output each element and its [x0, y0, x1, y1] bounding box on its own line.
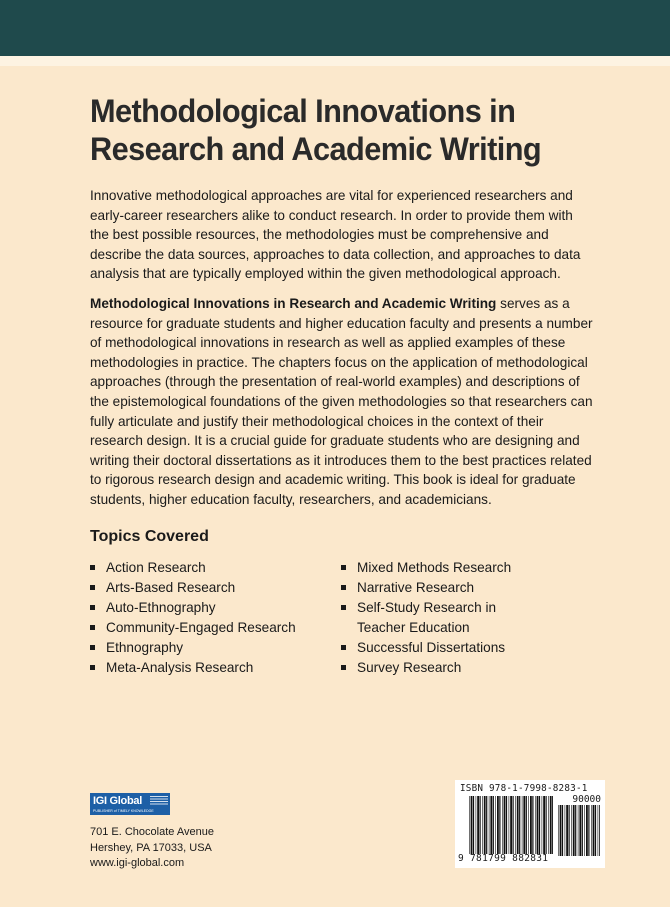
logo-tagline: PUBLISHER of TIMELY KNOWLEDGE — [93, 809, 154, 813]
top-edge-strip — [0, 56, 670, 66]
barcode-bar — [526, 796, 527, 854]
barcode — [455, 780, 605, 868]
bullet-icon — [341, 585, 346, 590]
barcode-bar — [489, 796, 490, 854]
publisher-address — [90, 825, 214, 872]
barcode-bar — [578, 805, 579, 856]
barcode-bar — [532, 796, 533, 854]
bullet-icon — [90, 645, 95, 650]
book-title-inline: Methodological Innovations in Research and Academic Writing — [90, 296, 497, 311]
bullet-icon — [90, 665, 95, 670]
barcode-bar — [550, 796, 552, 854]
barcode-bars-addon — [558, 805, 600, 856]
barcode-bar — [473, 796, 474, 854]
barcode-bar — [471, 796, 473, 854]
bullet-icon — [341, 645, 346, 650]
barcode-bar — [530, 796, 532, 854]
barcode-bar — [486, 796, 487, 854]
logo-stripes-icon — [150, 796, 168, 806]
barcode-bar — [513, 796, 514, 854]
barcode-bar — [566, 805, 568, 856]
barcode-bar — [480, 796, 481, 854]
top-color-band — [0, 0, 670, 56]
barcode-bar — [535, 796, 536, 854]
publisher-website: www.igi-global.com — [90, 857, 185, 869]
barcode-bars-main — [469, 796, 553, 854]
price-code: 90000 — [572, 794, 601, 805]
barcode-bar — [586, 805, 588, 856]
barcode-bar — [542, 796, 543, 854]
barcode-bar — [476, 796, 477, 854]
barcode-bar — [546, 796, 547, 854]
barcode-bar — [509, 796, 510, 854]
barcode-bar — [552, 796, 553, 854]
igi-global-logo — [90, 793, 170, 815]
barcode-bar — [539, 796, 540, 854]
topics-column-left — [90, 558, 330, 678]
book-title — [90, 92, 575, 168]
barcode-bar — [571, 805, 572, 856]
barcode-bar — [582, 805, 583, 856]
barcode-bar — [588, 805, 589, 856]
list-item: Narrative Research — [341, 578, 601, 598]
bullet-icon — [90, 585, 95, 590]
barcode-bar — [497, 796, 499, 854]
barcode-bar — [502, 796, 503, 854]
list-item: Self-Study Research in Teacher Education — [341, 598, 537, 638]
barcode-bar — [569, 805, 570, 856]
list-item: Survey Research — [341, 658, 601, 678]
isbn-label: ISBN 978-1-7998-8283-1 — [460, 783, 588, 794]
description-paragraph-2 — [90, 294, 595, 510]
list-item: Meta-Analysis Research — [90, 658, 330, 678]
list-item: Community-Engaged Research — [90, 618, 330, 638]
bullet-icon — [90, 565, 95, 570]
barcode-bar — [598, 805, 599, 856]
list-item: Auto-Ethnography — [90, 598, 330, 618]
barcode-bar — [517, 796, 519, 854]
barcode-bar — [519, 796, 520, 854]
barcode-bar — [469, 796, 470, 854]
barcode-bar — [562, 805, 563, 856]
title-line-1: Methodological Innovations in — [90, 93, 516, 129]
title-line-2: Research and Academic Writing — [90, 131, 542, 167]
barcode-bar — [543, 796, 545, 854]
bullet-icon — [341, 565, 346, 570]
barcode-bar — [490, 796, 492, 854]
address-line-2: Hershey, PA 17033, USA — [90, 841, 212, 854]
barcode-bar — [548, 796, 549, 854]
barcode-bar — [482, 796, 483, 854]
list-item: Ethnography — [90, 638, 330, 658]
barcode-bar — [515, 796, 516, 854]
description-paragraph-1: Innovative methodological approaches are vital for experienced researchers and early-career researchers alike to conduct research. In order to provide them with the best possible resources, the methodologies must be comprehensive and describe the data sources, approaches to data collection, and approaches to data analysis that are typically employed within the given methodological approach. — [90, 188, 581, 282]
barcode-bar — [573, 805, 575, 856]
barcode-bar — [537, 796, 539, 854]
barcode-bar — [499, 796, 500, 854]
back-cover-content — [90, 92, 595, 675]
barcode-bar — [528, 796, 529, 854]
topics-heading: Topics Covered — [90, 528, 209, 545]
publisher-block — [90, 793, 214, 872]
list-item: Arts-Based Research — [90, 578, 330, 598]
list-item: Successful Dissertations — [341, 638, 601, 658]
logo-text: IGI Global — [93, 795, 142, 807]
topics-column-right — [341, 558, 601, 678]
ean-digits: 9 781799 882831 — [458, 853, 549, 864]
barcode-bar — [584, 805, 585, 856]
address-line-1: 701 E. Chocolate Avenue — [90, 826, 214, 838]
barcode-bar — [593, 805, 595, 856]
bullet-icon — [90, 625, 95, 630]
barcode-bar — [506, 796, 507, 854]
barcode-bar — [595, 805, 596, 856]
barcode-bar — [591, 805, 592, 856]
barcode-bar — [477, 796, 479, 854]
barcode-bar — [565, 805, 566, 856]
list-item: Mixed Methods Research — [341, 558, 601, 578]
barcode-bar — [484, 796, 486, 854]
barcode-bar — [493, 796, 494, 854]
barcode-bar — [523, 796, 525, 854]
bullet-icon — [90, 605, 95, 610]
barcode-bar — [575, 805, 576, 856]
barcode-bar — [510, 796, 512, 854]
barcode-bar — [495, 796, 496, 854]
paragraph-2-text: serves as a resource for graduate students and higher education faculty and presents a number of methodological innovations in research as well as applied examples of these methodologies in practice. The chapters focus on the application of methodological approaches (through the presentation of real-world examples) and descriptions of the epistemological foundations of the given methodologies so that researchers can fully articulate and justify their methodological choices in the context of their research design. It is a crucial guide for graduate students who are designing and writing their doctoral dissertations as it introduces them to the best practices related to rigorous research design and academic writing. This book is ideal for graduate students, higher education faculty, researchers, and academicians. — [90, 296, 593, 507]
barcode-bar — [579, 805, 581, 856]
bullet-icon — [341, 665, 346, 670]
list-item: Action Research — [90, 558, 330, 578]
barcode-bar — [599, 805, 600, 856]
barcode-bar — [504, 796, 506, 854]
bullet-icon — [341, 605, 346, 610]
barcode-bar — [560, 805, 562, 856]
barcode-bar — [522, 796, 523, 854]
barcode-bar — [558, 805, 559, 856]
